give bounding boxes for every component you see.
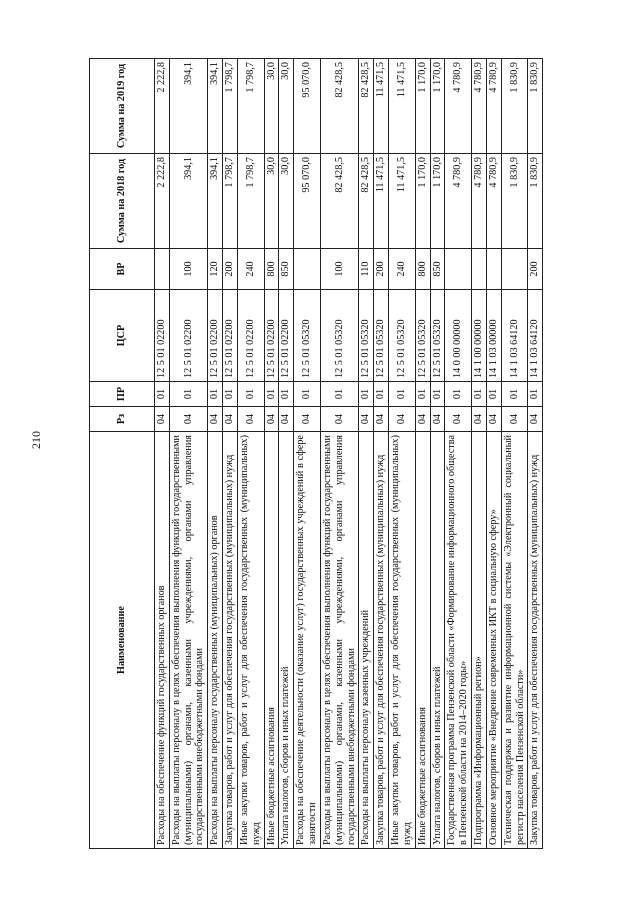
cell-pr: 01 (374, 382, 389, 407)
cell-pr: 01 (264, 382, 279, 407)
table-header-row (90, 59, 155, 849)
cell-sum-2018: 30,0 (279, 154, 294, 249)
cell-sum-2018: 82 428,5 (320, 154, 358, 249)
table-row (374, 59, 389, 849)
cell-vr: 240 (237, 249, 264, 290)
cell-pr: 01 (279, 382, 294, 407)
cell-sum-2019: 30,0 (264, 59, 279, 154)
cell-vr: 120 (208, 249, 223, 290)
rotated-page-content (89, 59, 557, 849)
cell-sum-2019: 4 780,9 (486, 59, 501, 154)
table-row (294, 59, 321, 849)
cell-sum-2018: 1 170,0 (430, 154, 445, 249)
table-row (264, 59, 279, 849)
cell-vr: 800 (415, 249, 430, 290)
cell-sum-2019: 11 471,5 (374, 59, 389, 154)
cell-sum-2018: 1 798,7 (223, 154, 238, 249)
cell-pr: 01 (169, 382, 207, 407)
budget-table (89, 58, 543, 849)
cell-sum-2018: 30,0 (264, 154, 279, 249)
cell-rz: 04 (501, 407, 528, 432)
table-row (169, 59, 207, 849)
cell-sum-2018: 1 170,0 (415, 154, 430, 249)
cell-csr: 12 5 01 05320 (415, 290, 430, 382)
cell-pr: 01 (472, 382, 487, 407)
table-row (279, 59, 294, 849)
cell-rz: 04 (415, 407, 430, 432)
cell-sum-2018: 1 830,9 (528, 154, 543, 249)
cell-csr: 12 5 01 02200 (208, 290, 223, 382)
header-sum-2019: Сумма на 2019 год (90, 59, 155, 154)
cell-pr: 01 (237, 382, 264, 407)
cell-name: Уплата налогов, сборов и иных платежей (279, 432, 294, 849)
cell-name: Расходы на обеспечение деятельности (оказание услуг) государственных учреждений в сфере занятости (294, 432, 321, 849)
cell-name: Закупка товаров, работ и услуг для обеспечения государственных (муниципальных) нужд (223, 432, 238, 849)
cell-csr: 14 1 03 00000 (486, 290, 501, 382)
cell-csr: 12 5 01 02200 (169, 290, 207, 382)
cell-csr: 12 5 01 02200 (264, 290, 279, 382)
cell-name: Иные закупки товаров, работ и услуг для обеспечения государственных (муниципальных) нужд (237, 432, 264, 849)
cell-rz: 04 (264, 407, 279, 432)
cell-rz: 04 (294, 407, 321, 432)
cell-pr: 01 (294, 382, 321, 407)
cell-pr: 01 (430, 382, 445, 407)
cell-csr: 12 5 01 05320 (320, 290, 358, 382)
cell-rz: 04 (359, 407, 374, 432)
cell-csr: 14 1 00 00000 (472, 290, 487, 382)
cell-pr: 01 (445, 382, 472, 407)
header-pr: ПР (90, 382, 155, 407)
table-row (501, 59, 528, 849)
cell-rz: 04 (155, 407, 170, 432)
cell-csr: 14 0 00 00000 (445, 290, 472, 382)
cell-name: Техническая поддержка и развитие информационной системы «Электронный социальный регистр населения Пензенской области» (501, 432, 528, 849)
cell-sum-2019: 2 222,8 (155, 59, 170, 154)
cell-sum-2019: 11 471,5 (389, 59, 416, 154)
cell-sum-2019: 4 780,9 (472, 59, 487, 154)
cell-rz: 04 (374, 407, 389, 432)
cell-sum-2019: 82 428,5 (359, 59, 374, 154)
cell-sum-2018: 95 070,0 (294, 154, 321, 249)
cell-vr: 850 (430, 249, 445, 290)
cell-vr (445, 249, 472, 290)
cell-vr: 200 (374, 249, 389, 290)
cell-name: Иные бюджетные ассигнования (415, 432, 430, 849)
cell-sum-2019: 1 170,0 (430, 59, 445, 154)
cell-sum-2019: 1 170,0 (415, 59, 430, 154)
table-body (155, 59, 543, 849)
cell-vr (294, 249, 321, 290)
cell-name: Закупка товаров, работ и услуг для обеспечения государственных (муниципальных) нужд (374, 432, 389, 849)
cell-name: Расходы на обеспечение функций государственных органов (155, 432, 170, 849)
cell-pr: 01 (155, 382, 170, 407)
cell-vr: 200 (528, 249, 543, 290)
cell-rz: 04 (445, 407, 472, 432)
table-row (223, 59, 238, 849)
cell-sum-2019: 394,1 (169, 59, 207, 154)
cell-sum-2019: 82 428,5 (320, 59, 358, 154)
cell-vr (486, 249, 501, 290)
cell-name: Закупка товаров, работ и услуг для обеспечения государственных (муниципальных) нужд (528, 432, 543, 849)
cell-sum-2019: 30,0 (279, 59, 294, 154)
header-name: Наименование (90, 432, 155, 849)
cell-csr: 12 5 01 05320 (430, 290, 445, 382)
cell-pr: 01 (415, 382, 430, 407)
cell-sum-2018: 11 471,5 (374, 154, 389, 249)
cell-vr: 800 (264, 249, 279, 290)
cell-rz: 04 (486, 407, 501, 432)
cell-sum-2019: 1 798,7 (237, 59, 264, 154)
cell-name: Расходы на выплаты персоналу в целях обеспечения выполнения функций государственными (муниципальными) органами, казенными учреждениями, органами управления государственными внебюджетными фондами (169, 432, 207, 849)
cell-sum-2019: 394,1 (208, 59, 223, 154)
cell-sum-2018: 4 780,9 (486, 154, 501, 249)
cell-vr: 850 (279, 249, 294, 290)
table-row (486, 59, 501, 849)
cell-sum-2019: 1 798,7 (223, 59, 238, 154)
table-row (237, 59, 264, 849)
cell-vr: 200 (223, 249, 238, 290)
cell-csr: 12 5 01 05320 (359, 290, 374, 382)
cell-vr (155, 249, 170, 290)
cell-csr: 14 1 03 64120 (528, 290, 543, 382)
header-sum-2018: Сумма на 2018 год (90, 154, 155, 249)
table-row (430, 59, 445, 849)
cell-name: Расходы на выплаты персоналу государственных (муниципальных) органов (208, 432, 223, 849)
table-row (155, 59, 170, 849)
cell-rz: 04 (208, 407, 223, 432)
cell-pr: 01 (359, 382, 374, 407)
cell-sum-2018: 394,1 (169, 154, 207, 249)
table-row (472, 59, 487, 849)
cell-name: Подпрограмма «Информационный регион» (472, 432, 487, 849)
header-rz: Рз (90, 407, 155, 432)
cell-csr: 12 5 01 05320 (389, 290, 416, 382)
cell-vr: 110 (359, 249, 374, 290)
table-row (445, 59, 472, 849)
page-number: 210 (29, 431, 43, 449)
cell-pr: 01 (528, 382, 543, 407)
cell-rz: 04 (169, 407, 207, 432)
table-row (389, 59, 416, 849)
cell-name: Расходы на выплаты персоналу казенных учреждений (359, 432, 374, 849)
cell-pr: 01 (389, 382, 416, 407)
cell-sum-2019: 1 830,9 (501, 59, 528, 154)
cell-vr: 100 (169, 249, 207, 290)
cell-sum-2018: 1 798,7 (237, 154, 264, 249)
cell-sum-2018: 2 222,8 (155, 154, 170, 249)
cell-name: Иные бюджетные ассигнования (264, 432, 279, 849)
cell-sum-2018: 1 830,9 (501, 154, 528, 249)
cell-sum-2019: 95 070,0 (294, 59, 321, 154)
cell-rz: 04 (223, 407, 238, 432)
cell-sum-2018: 394,1 (208, 154, 223, 249)
cell-vr: 100 (320, 249, 358, 290)
cell-sum-2018: 11 471,5 (389, 154, 416, 249)
table-row (415, 59, 430, 849)
cell-sum-2018: 4 780,9 (445, 154, 472, 249)
cell-csr: 12 5 01 02200 (279, 290, 294, 382)
cell-vr (501, 249, 528, 290)
cell-vr: 240 (389, 249, 416, 290)
cell-rz: 04 (279, 407, 294, 432)
cell-pr: 01 (208, 382, 223, 407)
cell-rz: 04 (237, 407, 264, 432)
header-csr: ЦСР (90, 290, 155, 382)
cell-pr: 01 (223, 382, 238, 407)
cell-sum-2018: 82 428,5 (359, 154, 374, 249)
cell-sum-2018: 4 780,9 (472, 154, 487, 249)
cell-csr: 12 5 01 05320 (294, 290, 321, 382)
cell-csr: 14 1 03 64120 (501, 290, 528, 382)
cell-name: Уплата налогов, сборов и иных платежей (430, 432, 445, 849)
cell-rz: 04 (528, 407, 543, 432)
cell-sum-2019: 1 830,9 (528, 59, 543, 154)
table-row (320, 59, 358, 849)
cell-rz: 04 (430, 407, 445, 432)
cell-sum-2019: 4 780,9 (445, 59, 472, 154)
cell-pr: 01 (486, 382, 501, 407)
cell-rz: 04 (320, 407, 358, 432)
cell-vr (472, 249, 487, 290)
cell-rz: 04 (389, 407, 416, 432)
table-row (359, 59, 374, 849)
cell-name: Государственная программа Пензенской области «Формирование информационного общества в Пензенской области на 2014–2020 годы» (445, 432, 472, 849)
cell-csr: 12 5 01 05320 (374, 290, 389, 382)
cell-csr: 12 5 01 02200 (237, 290, 264, 382)
cell-rz: 04 (472, 407, 487, 432)
table-row (528, 59, 543, 849)
cell-name: Основное мероприятие «Внедрение современных ИКТ в социальную сферу» (486, 432, 501, 849)
cell-name: Иные закупки товаров, работ и услуг для обеспечения государственных (муниципальных) нужд (389, 432, 416, 849)
cell-pr: 01 (320, 382, 358, 407)
cell-csr: 12 5 01 02200 (223, 290, 238, 382)
cell-name: Расходы на выплаты персоналу в целях обеспечения выполнения функций государственными (муниципальными) органами, казенными учреждениями, органами управления государственными внебюджетными фондами (320, 432, 358, 849)
cell-pr: 01 (501, 382, 528, 407)
table-row (208, 59, 223, 849)
header-vr: ВР (90, 249, 155, 290)
cell-csr: 12 5 01 02200 (155, 290, 170, 382)
